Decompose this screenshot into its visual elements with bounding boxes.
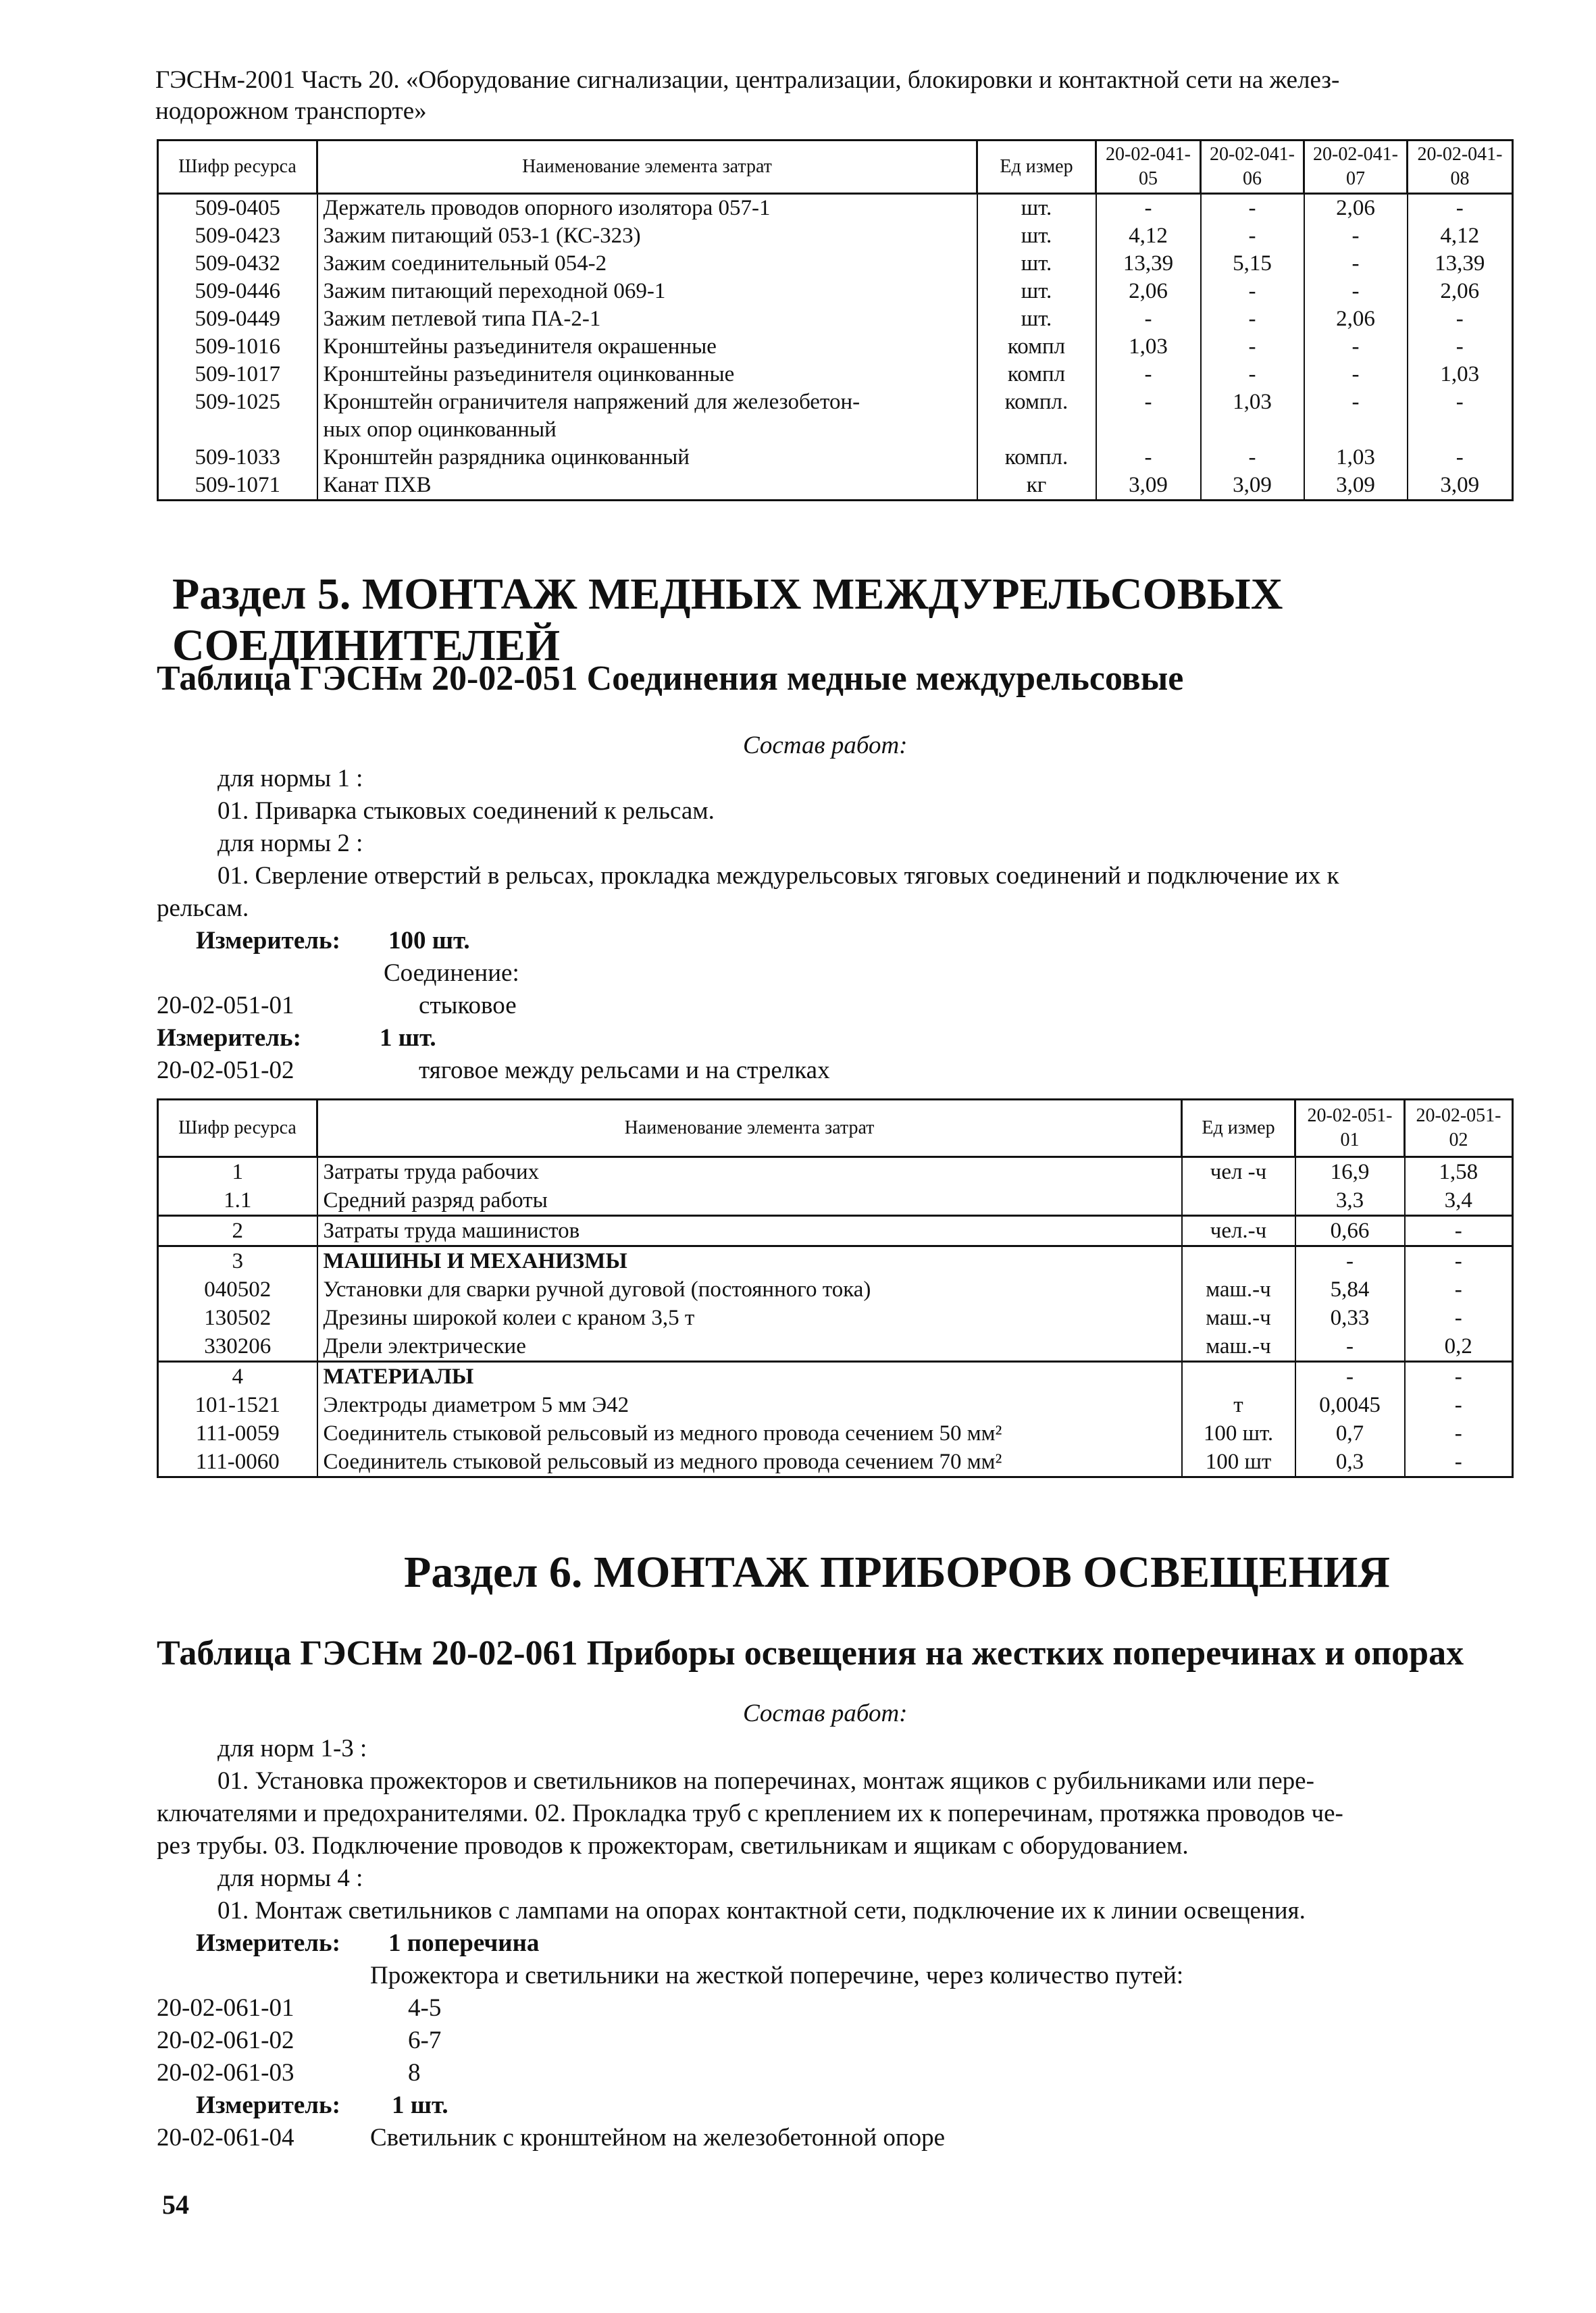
table-row (158, 1448, 1513, 1477)
resource-name: Кронштейны разъединителя окрашенные (317, 333, 977, 361)
norm1-text: 01. Приварка стыковых соединений к рельсам. (217, 797, 715, 825)
norm-value: 0,33 (1295, 1304, 1405, 1332)
resource-unit: кг (977, 472, 1096, 501)
resource-unit: компл (977, 333, 1096, 361)
table-row (158, 333, 1513, 361)
resource-unit: т (1182, 1391, 1295, 1419)
resource-unit: 100 шт. (1182, 1419, 1295, 1448)
resource-code: 130502 (158, 1304, 317, 1332)
connection-label: Соединение: (384, 959, 519, 987)
col-header-norm: 20-02-041-06 (1201, 141, 1304, 194)
norm-value: - (1201, 361, 1304, 388)
section5-composition: Состав работ: (743, 732, 908, 759)
norm-value: - (1201, 333, 1304, 361)
norm-value: 5,84 (1295, 1275, 1405, 1304)
norm-value: - (1295, 1246, 1405, 1276)
norm13-text-2: ключателями и предохранителями. 02. Прокладка труб с креплением их к поперечинам, протяжка проводов че- (157, 1800, 1343, 1827)
running-header (155, 65, 1513, 127)
norm-value: - (1295, 1332, 1405, 1362)
norm-value: - (1304, 333, 1408, 361)
norm-value: - (1201, 278, 1304, 305)
norm-value: - (1295, 1362, 1405, 1392)
norm-value: 1,58 (1405, 1157, 1513, 1187)
resource-unit: компл. (977, 444, 1096, 472)
col-header-name: Наименование элемента затрат (317, 1100, 1182, 1157)
code-051-02-desc: тяговое между рельсами и на стрелках (419, 1057, 830, 1084)
table-row (158, 194, 1513, 223)
section5-table-title: Таблица ГЭСНм 20-02-051 Соединения медные междурельсовые (157, 659, 1184, 698)
resource-name: Держатель проводов опорного изолятора 057-1 (317, 194, 977, 223)
resource-code: 509-0423 (158, 222, 317, 250)
norm-value: - (1405, 1362, 1513, 1392)
table-row (158, 1186, 1513, 1216)
norm-value: 3,09 (1408, 472, 1513, 501)
running-header-line1: ГЭСНм-2001 Часть 20. «Оборудование сигнализации, централизации, блокировки и контактной сети на желез- (155, 66, 1340, 94)
resource-code: 509-1016 (158, 333, 317, 361)
norm-value: 3,09 (1304, 472, 1408, 501)
col-header-norm: 20-02-041-08 (1408, 141, 1513, 194)
resource-unit: шт. (977, 222, 1096, 250)
resource-name: Средний разряд работы (317, 1186, 1182, 1216)
norm-value: 4,12 (1408, 222, 1513, 250)
col-header-unit: Ед измер (1182, 1100, 1295, 1157)
norm-value: 3,09 (1096, 472, 1201, 501)
table-row (158, 444, 1513, 472)
col-header-code: Шифр ресурса (158, 141, 317, 194)
col-header-norm: 20-02-041-07 (1304, 141, 1408, 194)
meter2-value: 1 шт. (380, 1024, 436, 1052)
norm-value: - (1408, 444, 1513, 472)
norm-value: 2,06 (1304, 305, 1408, 333)
resource-name: МАТЕРИАЛЫ (317, 1362, 1182, 1392)
section5-title: Раздел 5. МОНТАЖ МЕДНЫХ МЕЖДУРЕЛЬСОВЫХ СОЕДИНИТЕЛЕЙ (172, 569, 1283, 670)
norm-value: 2,06 (1304, 194, 1408, 223)
meter2-label: Измеритель: (157, 1024, 301, 1052)
resource-unit (1182, 1186, 1295, 1216)
norm-value: - (1408, 305, 1513, 333)
code-051-01-desc: стыковое (419, 992, 517, 1019)
meter1-label: Измеритель: (196, 927, 340, 955)
norm13-text-3: рез трубы. 03. Подключение проводов к прожекторам, светильникам и ящикам с оборудованием. (157, 1832, 1189, 1860)
table-row (158, 361, 1513, 388)
col-header-name: Наименование элемента затрат (317, 141, 977, 194)
running-header-line2: нодорожном транспорте» (155, 97, 427, 125)
code-061-03-desc: 8 (408, 2059, 421, 2087)
resource-code: 1.1 (158, 1186, 317, 1216)
resource-name: Дрели электрические (317, 1332, 1182, 1362)
norm-value: - (1201, 444, 1304, 472)
norm-value: 0,0045 (1295, 1391, 1405, 1419)
resource-code: 509-1033 (158, 444, 317, 472)
norm-value: 1,03 (1201, 388, 1304, 444)
norm-value: 0,2 (1405, 1332, 1513, 1362)
s6-meter1-value: 1 поперечина (388, 1929, 540, 1957)
resource-name: Канат ПХВ (317, 472, 977, 501)
code-061-04: 20-02-061-04 (157, 2124, 294, 2152)
norm2-text-2: рельсам. (157, 894, 249, 922)
resource-unit: шт. (977, 278, 1096, 305)
norm-value: 13,39 (1096, 250, 1201, 278)
norm-value: 3,09 (1201, 472, 1304, 501)
norm-value: - (1304, 278, 1408, 305)
col-header-norm: 20-02-051-02 (1405, 1100, 1513, 1157)
table-row (158, 1419, 1513, 1448)
norm-value: 3,4 (1405, 1186, 1513, 1216)
s6-meter1-label: Измеритель: (196, 1929, 340, 1957)
code-051-01: 20-02-051-01 (157, 992, 294, 1019)
resource-code: 509-0446 (158, 278, 317, 305)
resource-name: Кронштейн разрядника оцинкованный (317, 444, 977, 472)
norm4-label: для нормы 4 : (217, 1864, 363, 1892)
norm-value: - (1201, 305, 1304, 333)
resource-name: Затраты труда рабочих (317, 1157, 1182, 1187)
resource-unit (1182, 1246, 1295, 1276)
resource-unit: чел -ч (1182, 1157, 1295, 1187)
resource-name: Зажим петлевой типа ПА-2-1 (317, 305, 977, 333)
norm-value: - (1408, 333, 1513, 361)
table-row (158, 1275, 1513, 1304)
table-row (158, 278, 1513, 305)
norm-value: - (1304, 250, 1408, 278)
section6-composition: Состав работ: (743, 1700, 908, 1727)
norm1-label: для нормы 1 : (217, 765, 363, 792)
resource-unit: шт. (977, 250, 1096, 278)
norm-value: 16,9 (1295, 1157, 1405, 1187)
norm-value: 1,03 (1408, 361, 1513, 388)
table-row (158, 1157, 1513, 1187)
section6-table-title: Таблица ГЭСНм 20-02-061 Приборы освещения на жестких поперечинах и опорах (157, 1634, 1464, 1673)
norm-value: - (1304, 388, 1408, 444)
norm-value: 13,39 (1408, 250, 1513, 278)
norm-value: 2,06 (1096, 278, 1201, 305)
resource-name: Зажим питающий 053-1 (КС-323) (317, 222, 977, 250)
resource-unit: маш.-ч (1182, 1275, 1295, 1304)
resource-unit: шт. (977, 194, 1096, 223)
s6-meter2-value: 1 шт. (392, 2091, 448, 2119)
resource-name: Зажим питающий переходной 069-1 (317, 278, 977, 305)
norm-value: 1,03 (1304, 444, 1408, 472)
norm-value: 0,66 (1295, 1216, 1405, 1246)
code-061-01: 20-02-061-01 (157, 1994, 294, 2022)
norm-value: 5,15 (1201, 250, 1304, 278)
resource-code: 4 (158, 1362, 317, 1392)
s6-meter2-label: Измеритель: (196, 2091, 340, 2119)
norm-value: 4,12 (1096, 222, 1201, 250)
norm-value: - (1405, 1391, 1513, 1419)
resource-code: 509-1071 (158, 472, 317, 501)
resource-name: Соединитель стыковой рельсовый из медного провода сечением 50 мм² (317, 1419, 1182, 1448)
norm13-text-1: 01. Установка прожекторов и светильников на поперечинах, монтаж ящиков с рубильниками или пере- (217, 1767, 1314, 1795)
norm-value: 0,7 (1295, 1419, 1405, 1448)
norm-value: - (1096, 194, 1201, 223)
norm2-label: для нормы 2 : (217, 830, 363, 857)
table-row (158, 1391, 1513, 1419)
code-061-02: 20-02-061-02 (157, 2027, 294, 2054)
norm-value: 0,3 (1295, 1448, 1405, 1477)
resource-code: 040502 (158, 1275, 317, 1304)
resource-code: 509-0432 (158, 250, 317, 278)
resource-code: 101-1521 (158, 1391, 317, 1419)
table-row (158, 1332, 1513, 1362)
resource-code: 330206 (158, 1332, 317, 1362)
col-header-unit: Ед измер (977, 141, 1096, 194)
norm-value: - (1096, 388, 1201, 444)
col-header-norm: 20-02-051-01 (1295, 1100, 1405, 1157)
table-header-row (158, 1100, 1513, 1157)
col-header-norm: 20-02-041-05 (1096, 141, 1201, 194)
resource-name-line2: ных опор оцинкованный (323, 417, 557, 442)
code-061-04-desc: Светильник с кронштейном на железобетонной опоре (370, 2124, 946, 2152)
meter1-value: 100 шт. (388, 927, 470, 955)
resource-code: 1 (158, 1157, 317, 1187)
norm-value: 2,06 (1408, 278, 1513, 305)
norm-value: - (1408, 388, 1513, 444)
resource-unit: компл. (977, 388, 1096, 444)
resource-code: 509-1025 (158, 388, 317, 444)
code-051-02: 20-02-051-02 (157, 1057, 294, 1084)
norm-value: - (1096, 444, 1201, 472)
resource-unit: маш.-ч (1182, 1332, 1295, 1362)
norm13-label: для норм 1-3 : (217, 1735, 367, 1762)
resource-table-051 (157, 1098, 1514, 1478)
resource-name: Кронштейны разъединителя оцинкованные (317, 361, 977, 388)
norm-value: - (1405, 1275, 1513, 1304)
norm-value: - (1201, 222, 1304, 250)
norm-value: - (1405, 1304, 1513, 1332)
table-row (158, 1362, 1513, 1392)
resource-unit: шт. (977, 305, 1096, 333)
resource-code: 111-0060 (158, 1448, 317, 1477)
resource-unit (1182, 1362, 1295, 1392)
norm-value: - (1405, 1448, 1513, 1477)
resource-unit: компл (977, 361, 1096, 388)
norm-value: 3,3 (1295, 1186, 1405, 1216)
table-row (158, 305, 1513, 333)
resource-code: 3 (158, 1246, 317, 1276)
resource-code: 509-1017 (158, 361, 317, 388)
table-row (158, 472, 1513, 501)
s6-intro: Прожектора и светильники на жесткой поперечине, через количество путей: (370, 1962, 1184, 1989)
resource-unit: маш.-ч (1182, 1304, 1295, 1332)
resource-name: Электроды диаметром 5 мм Э42 (317, 1391, 1182, 1419)
norm-value: 1,03 (1096, 333, 1201, 361)
resource-code: 509-0449 (158, 305, 317, 333)
table-row (158, 1216, 1513, 1246)
table-header-row (158, 141, 1513, 194)
code-061-01-desc: 4-5 (408, 1994, 442, 2022)
table-row (158, 388, 1513, 444)
page-number: 54 (162, 2189, 189, 2220)
resource-table-041 (157, 139, 1514, 501)
resource-name-line1: Кронштейн ограничителя напряжений для железобетон- (323, 390, 860, 414)
section6-title: Раздел 6. МОНТАЖ ПРИБОРОВ ОСВЕЩЕНИЯ (404, 1548, 1390, 1597)
code-061-03: 20-02-061-03 (157, 2059, 294, 2087)
norm-value: - (1096, 361, 1201, 388)
resource-code: 2 (158, 1216, 317, 1246)
norm-value: - (1405, 1246, 1513, 1276)
resource-name (317, 388, 977, 444)
resource-unit: чел.-ч (1182, 1216, 1295, 1246)
table-row (158, 250, 1513, 278)
norm-value: - (1405, 1419, 1513, 1448)
resource-name: Затраты труда машинистов (317, 1216, 1182, 1246)
resource-name: Дрезины широкой колеи с краном 3,5 т (317, 1304, 1182, 1332)
resource-name: Установки для сварки ручной дуговой (постоянного тока) (317, 1275, 1182, 1304)
norm2-text-1: 01. Сверление отверстий в рельсах, прокладка междурельсовых тяговых соединений и подключение их к (217, 862, 1339, 890)
resource-name: Зажим соединительный 054-2 (317, 250, 977, 278)
table-row (158, 222, 1513, 250)
norm-value: - (1096, 305, 1201, 333)
resource-unit: 100 шт (1182, 1448, 1295, 1477)
norm4-text: 01. Монтаж светильников с лампами на опорах контактной сети, подключение их к линии освещения. (217, 1897, 1306, 1925)
table-row (158, 1304, 1513, 1332)
resource-code: 509-0405 (158, 194, 317, 223)
col-header-code: Шифр ресурса (158, 1100, 317, 1157)
norm-value: - (1304, 222, 1408, 250)
norm-value: - (1405, 1216, 1513, 1246)
resource-name: Соединитель стыковой рельсовый из медного провода сечением 70 мм² (317, 1448, 1182, 1477)
resource-code: 111-0059 (158, 1419, 317, 1448)
table-row (158, 1246, 1513, 1276)
norm-value: - (1408, 194, 1513, 223)
norm-value: - (1304, 361, 1408, 388)
norm-value: - (1201, 194, 1304, 223)
code-061-02-desc: 6-7 (408, 2027, 442, 2054)
resource-name: МАШИНЫ И МЕХАНИЗМЫ (317, 1246, 1182, 1276)
